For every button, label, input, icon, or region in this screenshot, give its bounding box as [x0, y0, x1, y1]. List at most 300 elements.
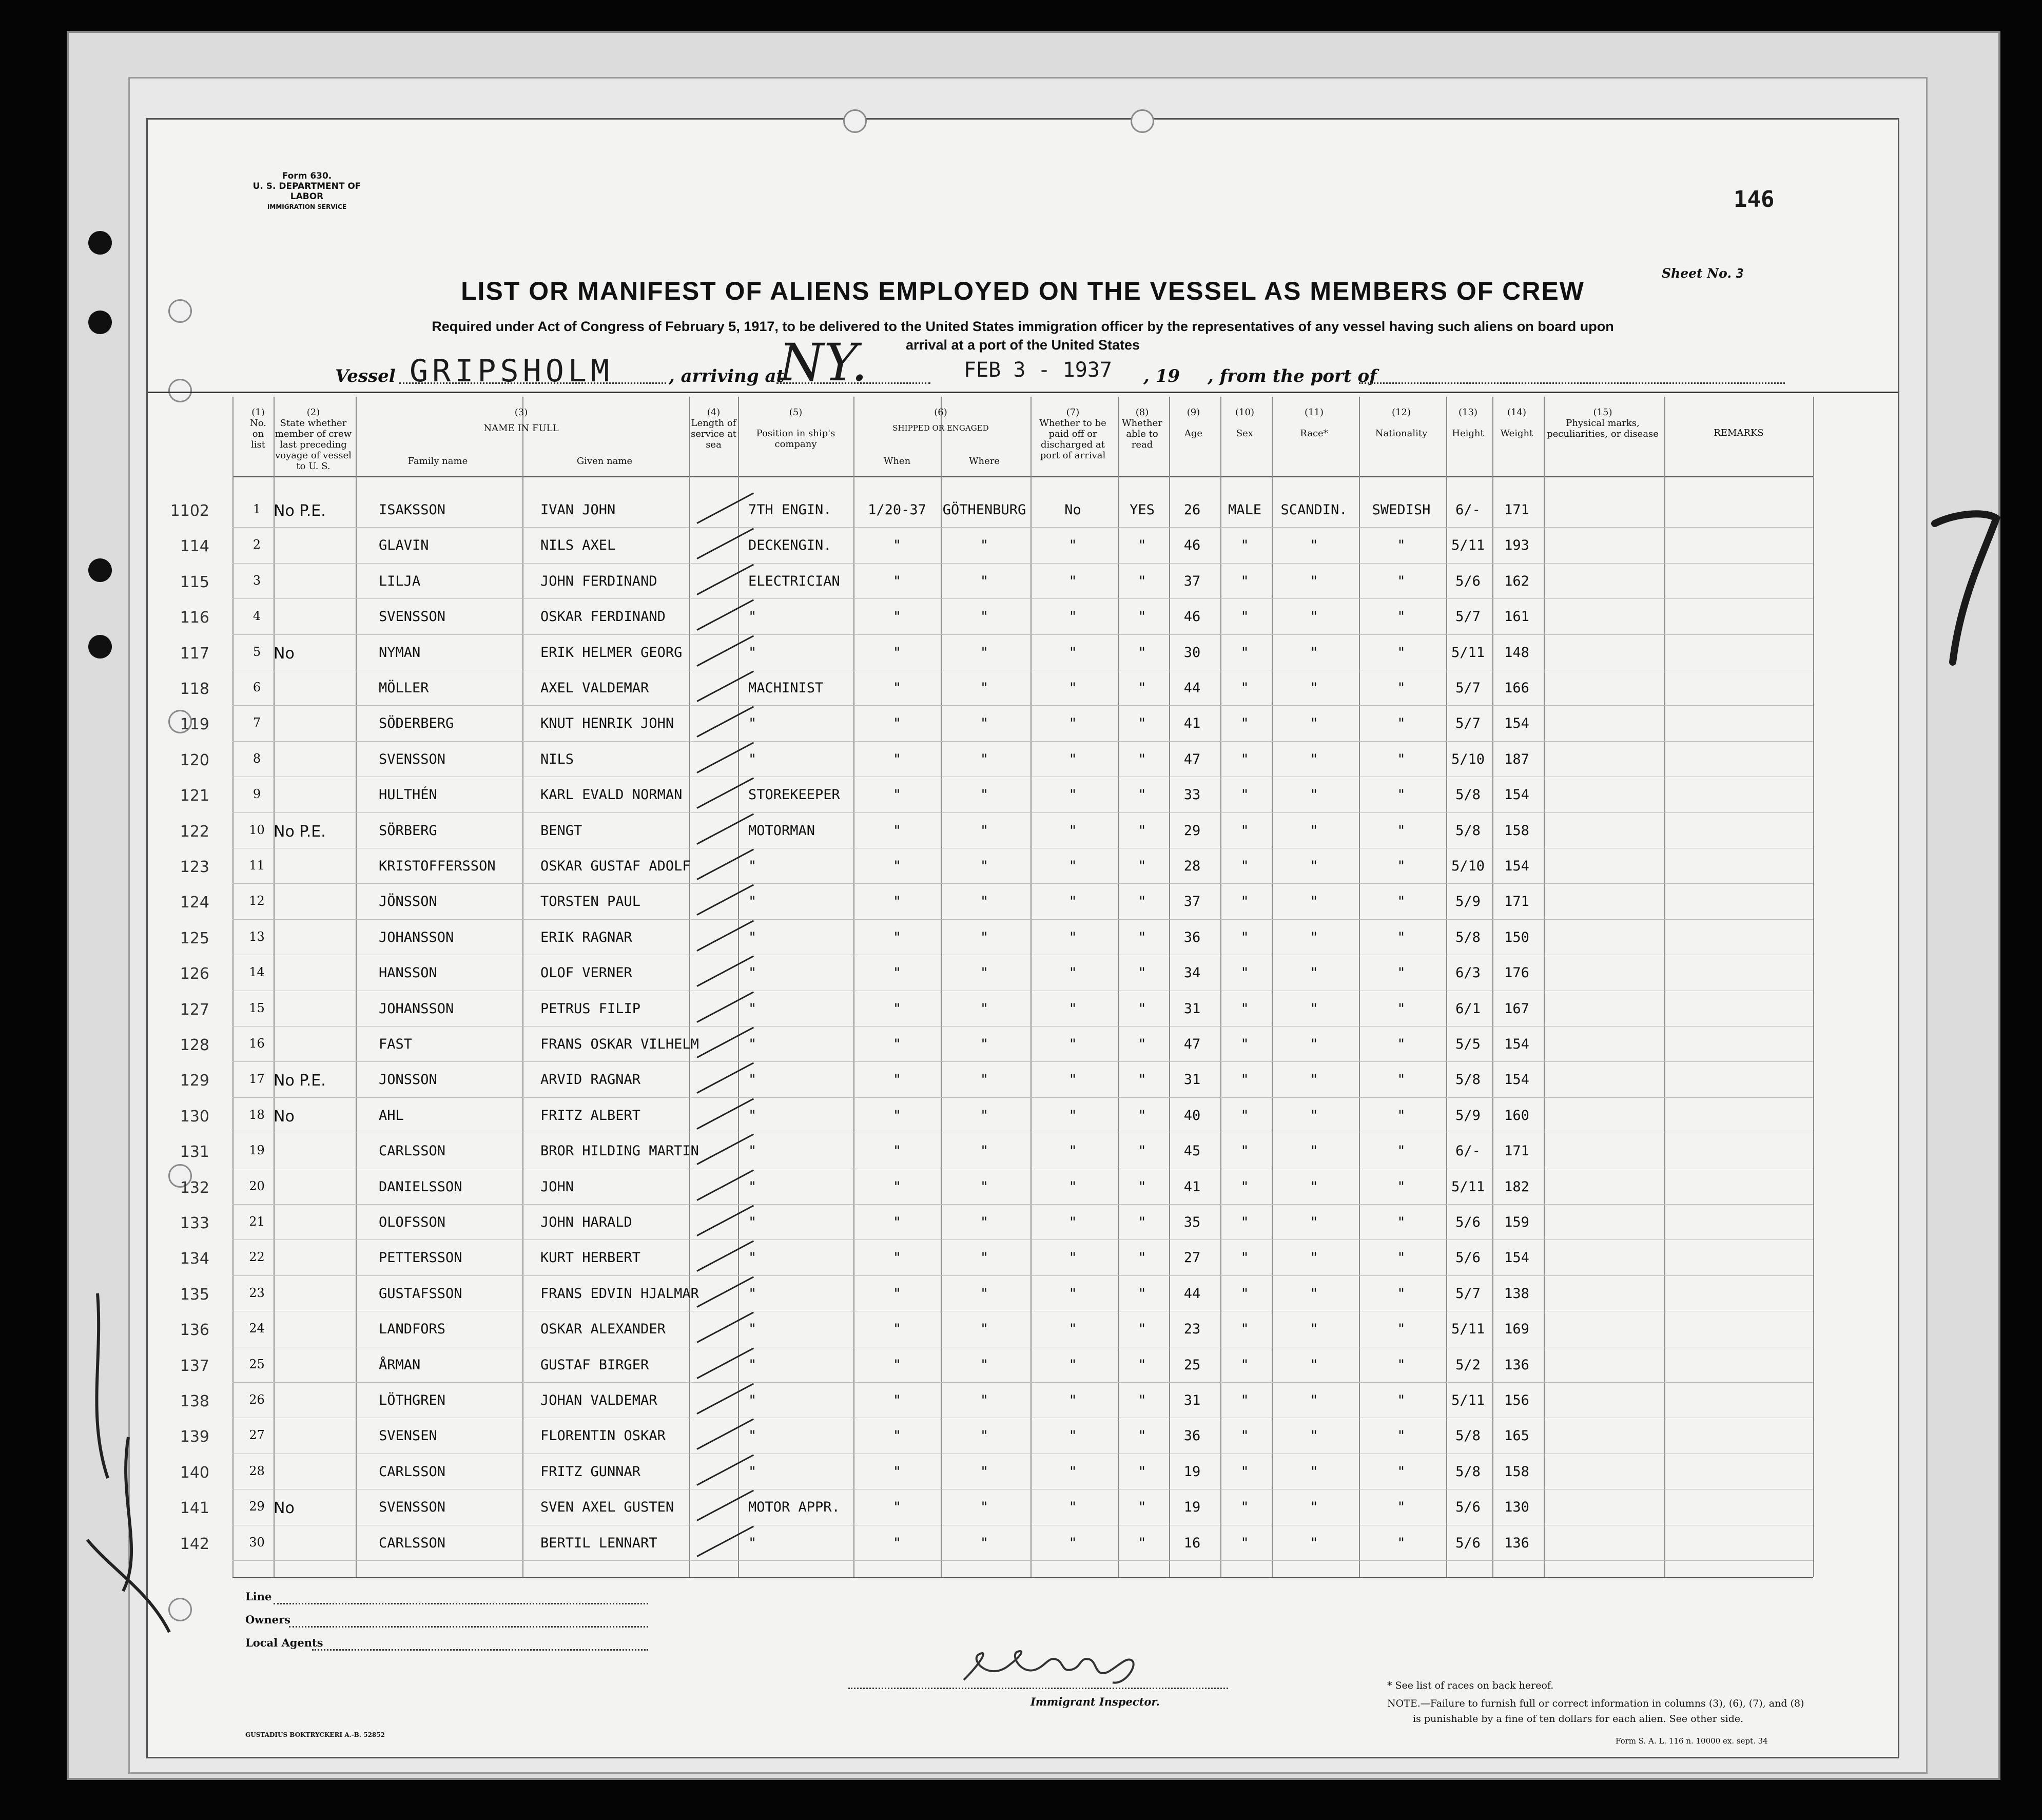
- cell-row-number: 2: [252, 537, 261, 552]
- cell-family-name: SÖRBERG: [379, 822, 437, 839]
- cell-height: 5/8: [1455, 1072, 1481, 1088]
- cell-paid-off: ": [1068, 1143, 1077, 1159]
- cell-able-to-read: ": [1138, 822, 1146, 839]
- cell-age: 26: [1183, 502, 1201, 518]
- cell-row-number: 13: [249, 929, 265, 944]
- cell-position: ": [748, 894, 757, 910]
- cell-row-number: 17: [249, 1072, 265, 1087]
- col-head-6b: Where: [968, 456, 1000, 467]
- cell-nationality: ": [1397, 965, 1406, 981]
- cell-able-to-read: ": [1138, 965, 1146, 981]
- cell-given-name: JOHN: [540, 1178, 574, 1195]
- cell-race: ": [1310, 787, 1318, 803]
- cell-row-number: 10: [249, 822, 265, 837]
- cell-race: ": [1310, 1428, 1318, 1444]
- cell-nationality: ": [1397, 644, 1406, 661]
- cell-sex: ": [1240, 644, 1249, 661]
- col-head-6a: When: [883, 456, 911, 467]
- arriving-port: NY.: [779, 333, 868, 393]
- cell-race: SCANDIN.: [1280, 502, 1348, 518]
- col-head-8: (8) Whether able to read: [1122, 407, 1162, 450]
- cell-height: 5/6: [1455, 1214, 1481, 1230]
- cell-position: STOREKEEPER: [748, 787, 840, 803]
- cell-race: ": [1310, 1285, 1318, 1302]
- row-rule: [232, 1275, 1813, 1276]
- cell-nationality: ": [1397, 1143, 1406, 1159]
- cell-row-number: 8: [252, 751, 261, 766]
- cell-able-to-read: ": [1138, 1535, 1146, 1551]
- cell-age: 41: [1183, 1178, 1201, 1195]
- cell-weight: 138: [1504, 1285, 1529, 1302]
- cell-age: 36: [1183, 1428, 1201, 1444]
- cell-height: 5/7: [1455, 1285, 1481, 1302]
- cell-family-name: LANDFORS: [379, 1321, 446, 1338]
- cell-position: ": [748, 1321, 757, 1338]
- cell-paid-off: ": [1068, 822, 1077, 839]
- table-bottom-rule: [232, 1577, 1813, 1578]
- row-rule: [232, 527, 1813, 528]
- cell-shipped-when: ": [892, 1214, 902, 1230]
- cell-sex: ": [1240, 715, 1249, 732]
- cell-shipped-where: ": [980, 1250, 989, 1266]
- cell-age: 31: [1183, 1392, 1201, 1408]
- cell-family-name: JÖNSSON: [379, 894, 437, 910]
- cell-position: ": [748, 1143, 757, 1159]
- cell-age: 40: [1183, 1107, 1201, 1124]
- subtitle-line-1: Required under Act of Congress of February 5, 1917, to be delivered to the United States immigration officer by the representatives of any vessel having such aliens on board upon: [432, 319, 1614, 334]
- cell-shipped-where: ": [980, 573, 989, 589]
- cell-race: ": [1310, 1357, 1318, 1373]
- cell-race: ": [1310, 644, 1318, 661]
- margin-pencil-mark: [1924, 503, 2007, 672]
- cell-position: ": [748, 965, 757, 981]
- cell-shipped-where: ": [980, 1428, 989, 1444]
- cell-prev-voyage: No: [274, 1107, 295, 1126]
- cell-age: 35: [1183, 1214, 1201, 1230]
- col-head-12: (12) Nationality: [1375, 407, 1428, 439]
- cell-family-name: CARLSSON: [379, 1463, 446, 1480]
- arrival-date: FEB 3 - 1937: [964, 358, 1112, 382]
- cell-shipped-when: ": [892, 1178, 902, 1195]
- cell-height: 5/6: [1455, 1499, 1481, 1516]
- cell-weight: 136: [1504, 1357, 1529, 1373]
- cell-able-to-read: ": [1138, 1214, 1146, 1230]
- cell-family-name: LILJA: [379, 573, 421, 589]
- cell-race: ": [1310, 1072, 1318, 1088]
- cell-able-to-read: ": [1138, 894, 1146, 910]
- cell-family-name: HULTHÉN: [379, 787, 437, 803]
- cell-paid-off: ": [1068, 644, 1077, 661]
- cell-margin-ref-number: 114: [180, 537, 209, 556]
- cell-sex: ": [1240, 1250, 1249, 1266]
- cell-margin-ref-number: 140: [180, 1463, 209, 1482]
- cell-family-name: JOHANSSON: [379, 1000, 454, 1017]
- cell-nationality: ": [1397, 751, 1406, 767]
- cell-row-number: 24: [249, 1321, 265, 1336]
- cell-sex: ": [1240, 1178, 1249, 1195]
- col-head-9: (9) Age: [1184, 407, 1203, 439]
- cell-able-to-read: ": [1138, 1428, 1146, 1444]
- column-rule: [274, 397, 275, 1577]
- vessel-name: GRIPSHOLM: [410, 353, 614, 389]
- row-rule: [232, 741, 1813, 742]
- cell-weight: 165: [1504, 1428, 1529, 1444]
- cell-position: ELECTRICIAN: [748, 573, 840, 589]
- cell-row-number: 1: [252, 502, 261, 516]
- cell-shipped-when: ": [892, 1036, 902, 1052]
- cell-able-to-read: ": [1138, 609, 1146, 625]
- cell-paid-off: ": [1068, 1499, 1077, 1516]
- cell-given-name: BERTIL LENNART: [540, 1535, 657, 1551]
- cell-paid-off: ": [1068, 1000, 1077, 1017]
- cell-age: 46: [1183, 537, 1201, 554]
- cell-able-to-read: ": [1138, 1463, 1146, 1480]
- cell-shipped-where: ": [980, 1392, 989, 1408]
- cell-race: ": [1310, 1178, 1318, 1195]
- col-head-5: (5) Position in ship's company: [756, 407, 835, 450]
- cell-given-name: FLORENTIN OSKAR: [540, 1428, 666, 1444]
- binder-hole: [88, 311, 112, 334]
- column-rule: [1813, 397, 1814, 1577]
- cell-shipped-when: ": [892, 751, 902, 767]
- cell-family-name: PETTERSSON: [379, 1250, 462, 1266]
- cell-nationality: ": [1397, 1036, 1406, 1052]
- cell-race: ": [1310, 1321, 1318, 1338]
- from-port-label: , from the port of: [1208, 366, 1377, 386]
- page-title: LIST OR MANIFEST OF ALIENS EMPLOYED ON THE VESSEL AS MEMBERS OF CREW: [461, 277, 1585, 305]
- cell-sex: ": [1240, 929, 1249, 945]
- cell-position: ": [748, 1535, 757, 1551]
- cell-shipped-when: ": [892, 644, 902, 661]
- cell-able-to-read: ": [1138, 1000, 1146, 1017]
- cell-height: 5/10: [1451, 751, 1485, 767]
- cell-position: DECKENGIN.: [748, 537, 832, 554]
- cell-family-name: OLOFSSON: [379, 1214, 446, 1230]
- row-rule: [232, 883, 1813, 884]
- cell-race: ": [1310, 858, 1318, 874]
- cell-shipped-when: ": [892, 1428, 902, 1444]
- cell-given-name: KURT HERBERT: [540, 1250, 641, 1266]
- row-rule: [232, 919, 1813, 920]
- cell-shipped-when: ": [892, 537, 902, 554]
- cell-shipped-where: ": [980, 929, 989, 945]
- cell-shipped-when: ": [892, 1321, 902, 1338]
- cell-position: MACHINIST: [748, 680, 824, 696]
- cell-sex: ": [1240, 822, 1249, 839]
- cell-weight: 154: [1504, 858, 1529, 874]
- cell-age: 41: [1183, 715, 1201, 732]
- cell-height: 5/6: [1455, 1250, 1481, 1266]
- cell-paid-off: ": [1068, 929, 1077, 945]
- cell-weight: 171: [1504, 1143, 1529, 1159]
- cell-nationality: ": [1397, 1178, 1406, 1195]
- cell-paid-off: ": [1068, 573, 1077, 589]
- cell-age: 45: [1183, 1143, 1201, 1159]
- cell-race: ": [1310, 537, 1318, 554]
- cell-shipped-when: ": [892, 609, 902, 625]
- cell-family-name: KRISTOFFERSSON: [379, 858, 496, 874]
- cell-paid-off: ": [1068, 965, 1077, 981]
- cell-prev-voyage: No P.E.: [274, 1072, 326, 1090]
- cell-row-number: 16: [249, 1036, 265, 1051]
- cell-given-name: OSKAR GUSTAF ADOLF: [540, 858, 691, 874]
- cell-able-to-read: ": [1138, 858, 1146, 874]
- margin-pencil-scrawl: [67, 1283, 195, 1642]
- row-rule: [232, 1026, 1813, 1027]
- cell-row-number: 18: [249, 1107, 265, 1122]
- cell-height: 5/11: [1451, 537, 1485, 554]
- cell-height: 5/8: [1455, 1463, 1481, 1480]
- cell-given-name: JOHN HARALD: [540, 1214, 632, 1230]
- subtitle-line-2: arrival at a port of the United States: [905, 337, 1140, 353]
- cell-margin-ref-number: 134: [180, 1250, 209, 1268]
- column-rule: [1544, 397, 1545, 1577]
- cell-given-name: BROR HILDING MARTIN: [540, 1143, 699, 1159]
- cell-given-name: FRANS EDVIN HJALMAR: [540, 1285, 699, 1302]
- cell-able-to-read: ": [1138, 1499, 1146, 1516]
- binder-hole: [88, 635, 112, 659]
- cell-shipped-when: ": [892, 1285, 902, 1302]
- cell-race: ": [1310, 1463, 1318, 1480]
- cell-position: ": [748, 858, 757, 874]
- cell-shipped-where: ": [980, 1285, 989, 1302]
- cell-margin-ref-number: 136: [180, 1321, 209, 1340]
- cell-shipped-where: ": [980, 1036, 989, 1052]
- cell-weight: 130: [1504, 1499, 1529, 1516]
- cell-age: 36: [1183, 929, 1201, 945]
- row-rule: [232, 634, 1813, 635]
- cell-position: ": [748, 1107, 757, 1124]
- cell-age: 16: [1183, 1535, 1201, 1551]
- cell-paid-off: ": [1068, 1214, 1077, 1230]
- cell-sex: ": [1240, 609, 1249, 625]
- cell-height: 5/11: [1451, 1178, 1485, 1195]
- sheet-label: Sheet No.: [1662, 266, 1732, 281]
- cell-race: ": [1310, 573, 1318, 589]
- cell-row-number: 6: [252, 680, 261, 694]
- cell-shipped-where: ": [980, 965, 989, 981]
- cell-height: 5/7: [1455, 680, 1481, 696]
- cell-race: ": [1310, 1250, 1318, 1266]
- cell-family-name: LÖTHGREN: [379, 1392, 446, 1408]
- sheet-number: 3: [1736, 266, 1744, 281]
- cell-able-to-read: ": [1138, 1107, 1146, 1124]
- cell-sex: ": [1240, 1357, 1249, 1373]
- cell-age: 46: [1183, 609, 1201, 625]
- cell-race: ": [1310, 1000, 1318, 1017]
- cell-shipped-when: ": [892, 715, 902, 732]
- from-port-field-line: [1359, 382, 1785, 384]
- cell-row-number: 7: [252, 715, 261, 730]
- col-head-remarks: REMARKS: [1714, 428, 1764, 438]
- cell-able-to-read: ": [1138, 929, 1146, 945]
- cell-sex: ": [1240, 1000, 1249, 1017]
- cell-shipped-where: ": [980, 715, 989, 732]
- inspector-label: Immigrant Inspector.: [1030, 1695, 1160, 1708]
- cell-able-to-read: ": [1138, 537, 1146, 554]
- cell-sex: ": [1240, 1285, 1249, 1302]
- cell-family-name: JOHANSSON: [379, 929, 454, 945]
- cell-able-to-read: ": [1138, 573, 1146, 589]
- cell-height: 5/9: [1455, 1107, 1481, 1124]
- cell-position: ": [748, 1250, 757, 1266]
- races-note: * See list of races on back hereof.: [1387, 1680, 1554, 1691]
- cell-height: 5/2: [1455, 1357, 1481, 1373]
- cell-height: 5/8: [1455, 1428, 1481, 1444]
- cell-given-name: OSKAR FERDINAND: [540, 609, 666, 625]
- cell-paid-off: ": [1068, 751, 1077, 767]
- cell-margin-ref-number: 129: [180, 1072, 209, 1090]
- cell-weight: 150: [1504, 929, 1529, 945]
- cell-given-name: IVAN JOHN: [540, 502, 616, 518]
- cell-nationality: ": [1397, 1463, 1406, 1480]
- col-head-4: (4) Length of service at sea: [691, 407, 736, 450]
- cell-race: ": [1310, 965, 1318, 981]
- cell-given-name: SVEN AXEL GUSTEN: [540, 1499, 674, 1516]
- cell-sex: ": [1240, 573, 1249, 589]
- col-head-3: (3) NAME IN FULL: [483, 407, 559, 434]
- cell-position: ": [748, 644, 757, 661]
- cell-paid-off: ": [1068, 787, 1077, 803]
- cell-paid-off: ": [1068, 858, 1077, 874]
- cell-prev-voyage: No: [274, 644, 295, 663]
- cell-margin-ref-number: 133: [180, 1214, 209, 1232]
- cell-given-name: TORSTEN PAUL: [540, 894, 641, 910]
- cell-row-number: 23: [249, 1285, 265, 1300]
- col-head-3b: Given name: [576, 456, 633, 467]
- cell-row-number: 19: [249, 1143, 265, 1158]
- cell-shipped-where: ": [980, 1463, 989, 1480]
- cell-row-number: 25: [249, 1357, 265, 1371]
- cell-margin-ref-number: 126: [180, 965, 209, 983]
- cell-able-to-read: ": [1138, 1250, 1146, 1266]
- cell-shipped-when: ": [892, 1143, 902, 1159]
- cell-nationality: ": [1397, 715, 1406, 732]
- col-head-15: (15) Physical marks, peculiarities, or disease: [1547, 407, 1659, 439]
- cell-margin-ref-number: 138: [180, 1392, 209, 1410]
- cell-able-to-read: ": [1138, 1321, 1146, 1338]
- cell-weight: 171: [1504, 502, 1529, 518]
- table-top-rule: [148, 392, 1898, 393]
- cell-able-to-read: ": [1138, 1392, 1146, 1408]
- cell-row-number: 3: [252, 573, 261, 588]
- cell-height: 6/-: [1455, 1143, 1481, 1159]
- cell-family-name: FAST: [379, 1036, 413, 1052]
- cell-position: ": [748, 715, 757, 732]
- cell-margin-ref-number: 125: [180, 929, 209, 947]
- row-rule: [232, 598, 1813, 599]
- cell-able-to-read: ": [1138, 1178, 1146, 1195]
- local-agents-label: Local Agents: [245, 1636, 323, 1649]
- column-rule: [738, 397, 739, 1577]
- cell-age: 31: [1183, 1000, 1201, 1017]
- cell-family-name: NYMAN: [379, 644, 421, 661]
- cell-shipped-where: ": [980, 894, 989, 910]
- cell-race: ": [1310, 680, 1318, 696]
- cell-age: 34: [1183, 965, 1201, 981]
- cell-race: ": [1310, 751, 1318, 767]
- cell-height: 5/7: [1455, 715, 1481, 732]
- cell-position: ": [748, 751, 757, 767]
- cell-able-to-read: ": [1138, 1072, 1146, 1088]
- cell-given-name: ERIK HELMER GEORG: [540, 644, 683, 661]
- cell-race: ": [1310, 1535, 1318, 1551]
- cell-sex: ": [1240, 1428, 1249, 1444]
- cell-nationality: ": [1397, 1072, 1406, 1088]
- punch-ring: [843, 109, 867, 133]
- cell-weight: 169: [1504, 1321, 1529, 1338]
- col-head-1: (1) No. on list: [250, 407, 266, 450]
- col-head-13: (13) Height: [1452, 407, 1484, 439]
- cell-weight: 154: [1504, 1072, 1529, 1088]
- cell-weight: 171: [1504, 894, 1529, 910]
- cell-given-name: FRITZ GUNNAR: [540, 1463, 641, 1480]
- cell-able-to-read: ": [1138, 787, 1146, 803]
- cell-shipped-when: ": [892, 1000, 902, 1017]
- cell-age: 28: [1183, 858, 1201, 874]
- cell-row-number: 11: [249, 858, 265, 873]
- cell-sex: ": [1240, 1499, 1249, 1516]
- cell-height: 5/10: [1451, 858, 1485, 874]
- cell-given-name: PETRUS FILIP: [540, 1000, 641, 1017]
- cell-age: 29: [1183, 822, 1201, 839]
- row-rule: [232, 1061, 1813, 1062]
- cell-sex: ": [1240, 1072, 1249, 1088]
- cell-age: 44: [1183, 680, 1201, 696]
- cell-shipped-where: ": [980, 680, 989, 696]
- cell-nationality: ": [1397, 1535, 1406, 1551]
- cell-given-name: KARL EVALD NORMAN: [540, 787, 683, 803]
- cell-shipped-where: ": [980, 1178, 989, 1195]
- cell-able-to-read: ": [1138, 751, 1146, 767]
- cell-race: ": [1310, 894, 1318, 910]
- cell-paid-off: ": [1068, 1321, 1077, 1338]
- cell-family-name: SVENSEN: [379, 1428, 437, 1444]
- cell-paid-off: ": [1068, 537, 1077, 554]
- cell-row-number: 5: [252, 644, 261, 659]
- form-code: Form S. A. L. 116 n. 10000 ex. sept. 34: [1616, 1736, 1768, 1746]
- cell-family-name: MÖLLER: [379, 680, 429, 696]
- cell-position: MOTOR APPR.: [748, 1499, 840, 1516]
- col-head-14: (14) Weight: [1500, 407, 1533, 439]
- cell-weight: 154: [1504, 715, 1529, 732]
- col-head-6: (6) SHIPPED OR ENGAGED: [892, 407, 989, 433]
- cell-family-name: ISAKSSON: [379, 502, 446, 518]
- cell-weight: 182: [1504, 1178, 1529, 1195]
- cell-weight: 158: [1504, 822, 1529, 839]
- line-field: [274, 1603, 648, 1604]
- cell-nationality: ": [1397, 1107, 1406, 1124]
- cell-row-number: 14: [249, 965, 265, 980]
- cell-shipped-when: ": [892, 894, 902, 910]
- cell-shipped-when: ": [892, 1463, 902, 1480]
- cell-age: 31: [1183, 1072, 1201, 1088]
- cell-prev-voyage: No: [274, 1499, 295, 1518]
- cell-family-name: HANSSON: [379, 965, 437, 981]
- cell-age: 30: [1183, 644, 1201, 661]
- cell-race: ": [1310, 929, 1318, 945]
- cell-sex: ": [1240, 894, 1249, 910]
- cell-height: 5/7: [1455, 609, 1481, 625]
- cell-race: ": [1310, 1214, 1318, 1230]
- cell-row-number: 12: [249, 894, 265, 908]
- cell-able-to-read: ": [1138, 1285, 1146, 1302]
- cell-margin-ref-number: 117: [180, 644, 209, 663]
- cell-shipped-where: ": [980, 1072, 989, 1088]
- cell-age: 19: [1183, 1499, 1201, 1516]
- cell-race: ": [1310, 1392, 1318, 1408]
- row-rule: [232, 812, 1813, 813]
